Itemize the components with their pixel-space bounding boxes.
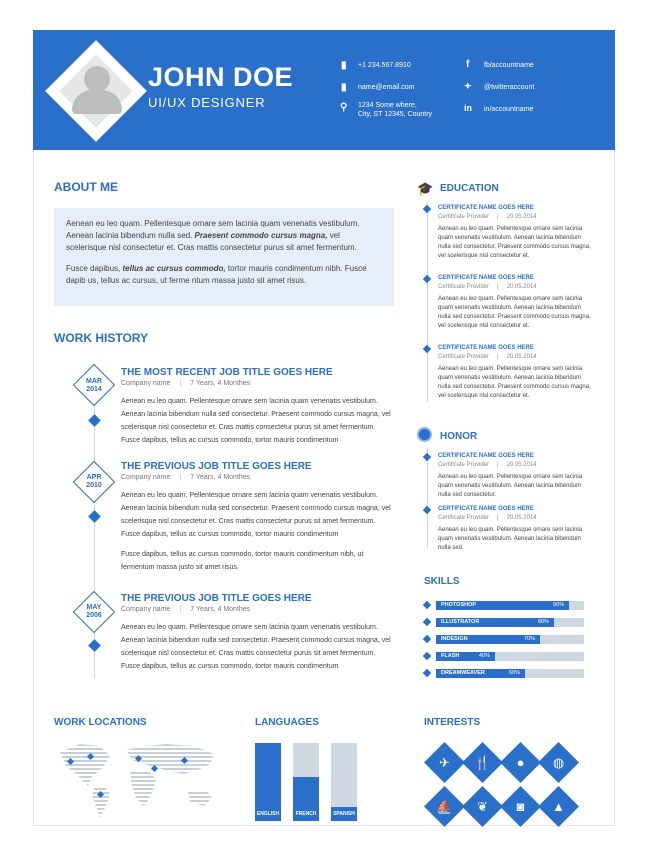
honor-2-description: Aenean eu leo quam. Pellentesque ornare sem lacinia quam venenatis vestibulum. Aenean lacinia bibendum nulla sed. xyxy=(438,527,583,551)
education-2-provider: Certificate Provider xyxy=(438,284,490,290)
job-3-duration: 7 Years, 4 Monthes xyxy=(190,606,251,613)
cutlery-icon: 🍴 xyxy=(474,754,491,770)
world-map xyxy=(54,736,226,822)
honor-1-meta: Certificate Provider | 20.05.2014 xyxy=(438,462,537,468)
language-bar-fill xyxy=(293,777,319,821)
skill-bar-track xyxy=(436,635,584,644)
education-1-description: Aenean eu leo quam. Pellentesque ornare sem lacinia quam venenatis vestibulum. Aenean lacinia bibendum nulla sed consectetur. Praesent commodo cursus magna, vel scelerisque nisl consectetur et. xyxy=(438,226,591,259)
skill-label: INDESIGN xyxy=(441,636,468,642)
honor-1-date: 20.05.2014 xyxy=(506,462,537,468)
job-1-duration: 7 Years, 4 Monthes xyxy=(190,380,251,387)
language-label: FRENCH xyxy=(295,811,317,817)
email-icon: ▮ xyxy=(341,82,347,93)
map-australia xyxy=(188,790,212,806)
about-box xyxy=(54,208,394,306)
graduation-cap-icon: 🎓 xyxy=(417,181,434,196)
skill-label: PHOTOSHOP xyxy=(441,602,477,608)
about-paragraph-1 xyxy=(66,218,382,254)
about-title: ABOUT ME xyxy=(54,180,118,194)
skill-bar-track xyxy=(436,618,584,627)
basketball-icon: ◍ xyxy=(552,754,565,770)
job-1-month: MAR xyxy=(86,378,102,385)
education-title: EDUCATION xyxy=(440,183,499,194)
skill-value: 80% xyxy=(538,619,550,625)
skill-bar-track xyxy=(436,669,584,678)
interest-tile xyxy=(462,786,503,827)
skill-bar-fill xyxy=(436,601,569,610)
job-2-meta: Company name | 7 Years, 4 Monthes xyxy=(121,474,251,481)
twitter-text: @twitteraccount xyxy=(484,84,535,91)
skill-label: FLASH xyxy=(441,653,460,659)
linkedin-icon: in xyxy=(464,103,472,113)
bowling-icon: ● xyxy=(516,755,525,770)
job-2-duration: 7 Years, 4 Monthes xyxy=(190,474,251,481)
honor-1-description: Aenean eu leo quam. Pellentesque ornare sem lacinia quam venenatis vestibulum. Aenean lacinia bibendum nulla sed consectetur. xyxy=(438,474,583,498)
language-label: ENGLISH xyxy=(256,811,280,817)
honor-1-provider: Certificate Provider xyxy=(438,462,490,468)
person-name: JOHN DOE xyxy=(148,62,294,92)
education-1-meta: Certificate Provider | 20.05.2014 xyxy=(438,214,537,220)
job-3-meta: Company name | 7 Years, 4 Monthes xyxy=(121,606,251,613)
skill-bar-track xyxy=(436,601,584,610)
education-2-description: Aenean eu leo quam. Pellentesque ornare sem lacinia quam venenatis vestibulum. Aenean lacinia bibendum nulla sed consectetur. Praesent commodo cursus magna, vel scelerisque nisl consectetur et. xyxy=(438,296,591,329)
interest-tile xyxy=(500,786,541,827)
language-bar-track xyxy=(293,743,319,821)
about-p2-text: Fusce dapibus, xyxy=(66,264,123,273)
about-p2-emphasis: tellus ac cursus commodo, xyxy=(122,264,226,273)
about-p2-text-end: tortor mauris condimentum nibh. Fusce dapib us, tellus ac cursus, ut ferme ntum massa justo sit amet risus. xyxy=(66,264,367,285)
education-3-name: CERTIFICATE NAME GOES HERE xyxy=(438,345,534,351)
about-paragraph-2 xyxy=(66,263,382,287)
work-locations-title: WORK LOCATIONS xyxy=(54,717,147,728)
honor-2-name: CERTIFICATE NAME GOES HERE xyxy=(438,506,534,512)
avatar-body-icon xyxy=(72,90,122,114)
education-3-meta: Certificate Provider | 20.05.2014 xyxy=(438,354,537,360)
skill-value: 60% xyxy=(509,670,521,676)
job-2-month: APR xyxy=(86,474,102,481)
job-3-company: Company name xyxy=(121,606,171,613)
skill-bar-fill xyxy=(436,669,525,678)
skill-bar-fill xyxy=(436,635,540,644)
education-3-provider: Certificate Provider xyxy=(438,354,490,360)
phone-icon: ▮ xyxy=(341,60,347,71)
language-bar-fill xyxy=(331,807,357,821)
skill-bar-fill xyxy=(436,618,554,627)
work-history-title: WORK HISTORY xyxy=(54,331,149,345)
language-bar-fill xyxy=(255,743,281,821)
education-3-description: Aenean eu leo quam. Pellentesque ornare sem lacinia quam venenatis vestibulum. Aenean lacinia bibendum nulla sed consectetur. Praesent commodo cursus magna, vel scelerisque nisl consectetur et. xyxy=(438,366,591,399)
skill-value: 40% xyxy=(479,653,491,659)
honor-2-meta: Certificate Provider | 20.05.2014 xyxy=(438,515,537,521)
honor-1-name: CERTIFICATE NAME GOES HERE xyxy=(438,453,534,459)
skill-value: 90% xyxy=(553,602,565,608)
job-1-company: Company name xyxy=(121,380,171,387)
twitter-icon: ✦ xyxy=(464,81,472,91)
job-2-year: 2010 xyxy=(86,482,102,489)
address-line-1: 1234 Some where, xyxy=(358,102,417,109)
language-bar-track xyxy=(255,743,281,821)
honor-2-date: 20.05.2014 xyxy=(506,515,537,521)
job-3-title: THE PREVIOUS JOB TITLE GOES HERE xyxy=(121,593,312,604)
skill-label: ILLUSTRATOR xyxy=(441,619,480,625)
mountain-icon: ▲ xyxy=(552,799,565,814)
education-1-provider: Certificate Provider xyxy=(438,214,490,220)
interest-tile xyxy=(500,742,541,783)
interest-tile xyxy=(424,786,465,827)
interest-tile xyxy=(538,786,579,827)
sailing-icon: ⛵ xyxy=(436,798,453,814)
job-1-title: THE MOST RECENT JOB TITLE GOES HERE xyxy=(121,367,333,378)
map-south-america xyxy=(92,786,110,818)
job-1-meta: Company name | 7 Years, 4 Monthes xyxy=(121,380,251,387)
language-label: SPANISH xyxy=(333,811,355,817)
education-2-meta: Certificate Provider | 20.05.2014 xyxy=(438,284,537,290)
facebook-text: fb/accountname xyxy=(484,62,534,69)
map-north-america xyxy=(60,744,110,786)
address-line-2: City, ST 12345, Country xyxy=(358,111,433,118)
leaf-icon: ❦ xyxy=(477,798,488,814)
honor-2-provider: Certificate Provider xyxy=(438,515,490,521)
person-role: UI/UX DESIGNER xyxy=(148,95,266,110)
facebook-icon: f xyxy=(466,59,470,70)
job-2-title: THE PREVIOUS JOB TITLE GOES HERE xyxy=(121,461,312,472)
languages-title: LANGUAGES xyxy=(255,717,319,728)
linkedin-text: in/accountname xyxy=(484,106,534,113)
education-2-name: CERTIFICATE NAME GOES HERE xyxy=(438,275,534,281)
about-p1-text: Aenean eu leo quam. Pellentesque ornare sem lacinia quam venenatis vestibulum. Aenean lacinia bibendum nulla sed. xyxy=(66,219,360,240)
job-1-year: 2014 xyxy=(86,386,102,393)
job-2-description-extra: Fusce dapibus, tellus ac cursus commodo, tortor mauris condimentum nibh, ut fermentum massa justo sit amet risus. xyxy=(121,551,364,571)
camera-icon: ◙ xyxy=(516,799,525,814)
map-africa xyxy=(130,770,156,806)
education-1-date: 20.05.2014 xyxy=(506,214,537,220)
job-3-description: Aenean eu leo quam. Pellentesque ornare sem lacinia quam venenatis vestibulum. Aenean lacinia bibendum nulla sed consectetur. Praesent commodo cursus magna, vel scelerisque nisl consectetur et. Cras mattis consectetur purus sit amet fermentum. Fusce dapibus, tellus ac cursus commodo, tortor mauris condimentum xyxy=(121,624,391,670)
interest-tile xyxy=(538,742,579,783)
language-bar-track xyxy=(331,743,357,821)
job-3-year: 2006 xyxy=(86,612,102,619)
skill-value: 70% xyxy=(524,636,536,642)
skill-bar-track xyxy=(436,652,584,661)
location-pin-icon: ⚲ xyxy=(340,102,348,113)
skill-bar-fill xyxy=(436,652,495,661)
honor-timeline-line xyxy=(427,448,428,548)
education-timeline-line xyxy=(427,202,428,402)
email-text: name@email.com xyxy=(358,84,415,91)
phone-text: +1 234.567.8910 xyxy=(358,62,411,69)
job-2-description: Aenean eu leo quam. Pellentesque ornare sem lacinia quam venenatis vestibulum. Aenean lacinia bibendum nulla sed consectetur. Praesent commodo cursus magna, vel scelerisque nisl consectetur et. Cras mattis consectetur purus sit amet fermentum. Fusce dapibus, tellus ac cursus commodo, tortor mauris condimentum xyxy=(121,492,391,538)
honor-title: HONOR xyxy=(440,431,478,442)
about-p1-text-end: vel scelerisque nisl consectetur et. Cras mattis consectetur purus sit amet fermentum. xyxy=(66,231,357,252)
education-2-date: 20.05.2014 xyxy=(506,284,537,290)
interest-tile xyxy=(424,742,465,783)
interest-tile xyxy=(462,742,503,783)
about-p1-emphasis: Praesent commodo cursus magna, xyxy=(194,231,328,240)
job-3-month: MAY xyxy=(86,604,102,611)
award-ribbon-icon xyxy=(417,427,432,442)
avatar-head-icon xyxy=(84,66,110,92)
education-3-date: 20.05.2014 xyxy=(506,354,537,360)
skill-label: DREAMWEAVER xyxy=(441,670,485,676)
education-1-name: CERTIFICATE NAME GOES HERE xyxy=(438,205,534,211)
job-2-company: Company name xyxy=(121,474,171,481)
job-1-description: Aenean eu leo quam. Pellentesque ornare sem lacinia quam venenatis vestibulum. Aenean lacinia bibendum nulla sed consectetur. Praesent commodo cursus magna, vel scelerisque nisl consectetur et. Cras mattis consectetur purus sit amet fermentum. Fusce dapibus, tellus ac cursus commodo, tortor mauris condimentum xyxy=(121,398,391,444)
plane-icon: ✈ xyxy=(439,754,450,770)
interests-title: INTERESTS xyxy=(424,717,481,728)
skills-title: SKILLS xyxy=(424,576,460,587)
